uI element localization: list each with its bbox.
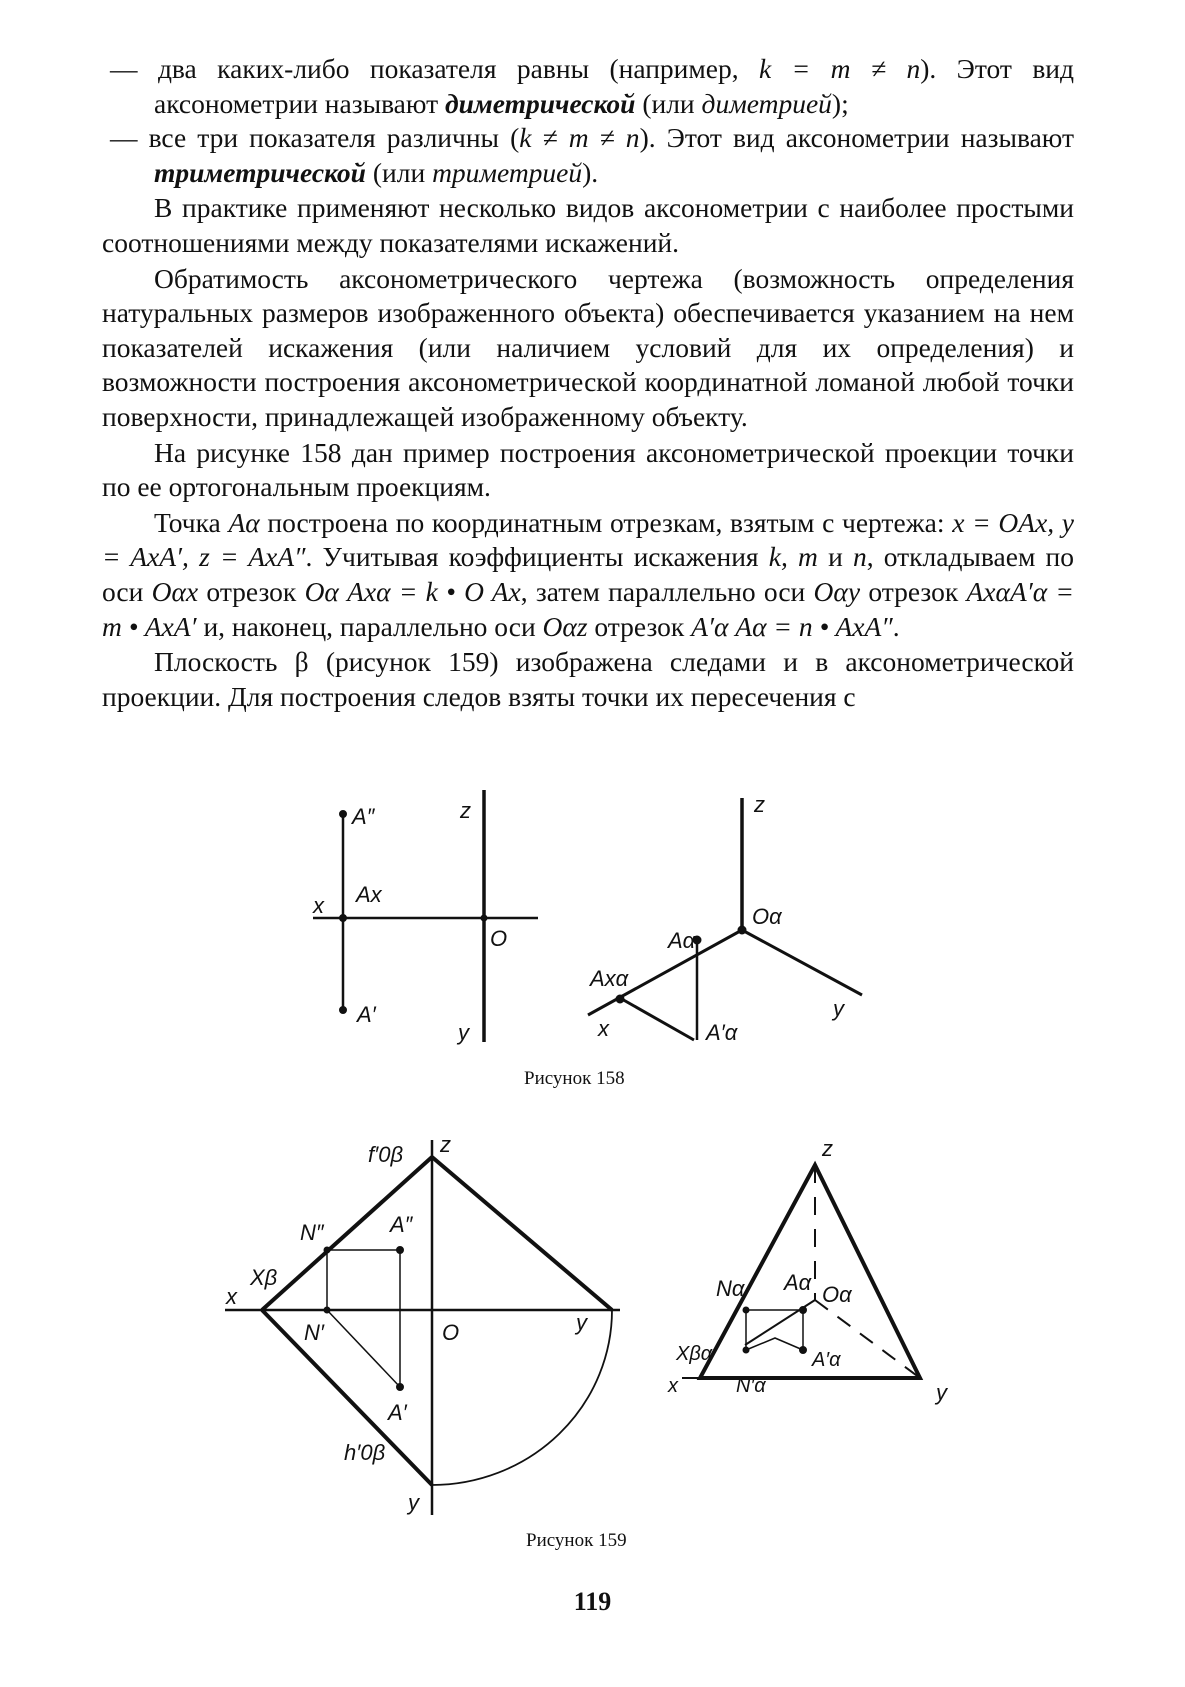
label-aa1: A′α (812, 1349, 841, 1371)
formula: Oα Axα = k • O Ax (304, 575, 521, 607)
label-r-y: y (936, 1380, 947, 1405)
formula: Oαz (542, 610, 588, 642)
point-a1 (397, 1384, 404, 1391)
text-run: два каких-либо показателя равны (например, (157, 53, 760, 84)
label-h: h′0β (344, 1440, 386, 1465)
label-o: O (442, 1320, 460, 1345)
label-oa: Oα (752, 904, 782, 929)
point-na1 (743, 1347, 749, 1353)
label-z: z (460, 798, 471, 823)
term-trimetric: триметрической (154, 156, 366, 188)
figure-159-traces (225, 1140, 620, 1515)
caption-figure-159: Рисунок 159 (526, 1530, 627, 1551)
figure-158-axonometric (588, 798, 862, 1040)
label-a2: A″ (352, 804, 375, 829)
point-a2 (397, 1247, 404, 1254)
label-f: f′0β (368, 1142, 404, 1167)
text-run: отрезок (198, 575, 305, 607)
formula: Aα (228, 506, 260, 538)
label-oa: Oα (822, 1282, 852, 1307)
label-z: z (440, 1132, 451, 1157)
label-a1: A′ (357, 1002, 376, 1027)
label-y: y (458, 1020, 469, 1045)
page-number: 119 (573, 1587, 612, 1616)
label-x: x (313, 893, 324, 918)
text-run: ). Этот вид аксонометрии называют (154, 53, 1075, 119)
text-run: и, наконец, параллельно оси (196, 610, 543, 642)
text-run: и (817, 541, 853, 573)
label-r-x: x (598, 1016, 609, 1041)
point-ax (340, 915, 347, 922)
label-r-z: z (754, 792, 765, 817)
label-na: Nα (716, 1276, 745, 1301)
text-run: отрезок (587, 610, 692, 642)
caption-figure-158: Рисунок 158 (524, 1068, 625, 1089)
formula: k ≠ m ≠ n (519, 122, 640, 154)
point-axa (616, 995, 624, 1003)
formula: A′α Aα = n • AxA″ (691, 610, 893, 642)
text-run: ). (582, 156, 599, 188)
figure-158-orthographic (313, 790, 538, 1042)
text-run: (или (635, 87, 702, 119)
label-r-y: y (833, 996, 844, 1021)
paragraph-reversibility: Обратимость аксонометрического чертежа (возможность определения натуральных размеров изображенного объекта) обеспечивается указанием на нем показателей искажения (или наличием условий для их определения) и возможности построения аксонометрической координатной ломаной любой точки поверхности, принадлежащей изображенному объекту. (102, 262, 1074, 432)
label-xb: Xβ (250, 1265, 278, 1290)
formula: Oαy (813, 575, 861, 607)
label-a2: A″ (390, 1212, 413, 1237)
text-run: Точка (154, 506, 229, 538)
point-aa1 (800, 1347, 807, 1354)
label-a1: A′ (388, 1400, 407, 1425)
segment-axa-a1a (620, 998, 694, 1040)
label-n2: N″ (300, 1220, 324, 1245)
point-a2 (340, 811, 347, 818)
label-o: O (490, 926, 508, 951)
point-o (481, 915, 487, 921)
point-na (743, 1307, 749, 1313)
text-run: (или (365, 156, 433, 188)
label-r-x: x (668, 1375, 678, 1397)
point-a1 (340, 1007, 347, 1014)
text-run: . Учитывая коэффициенты искажения (305, 541, 769, 573)
y-alpha-axis (742, 930, 862, 995)
point-aa (800, 1307, 807, 1314)
term-alt: триметрией (432, 156, 583, 188)
trace-to-y (432, 1157, 612, 1310)
label-aa: Aα (784, 1270, 812, 1295)
point-oa (738, 926, 746, 934)
label-axa: Axα (590, 966, 629, 991)
line-n1-a1 (327, 1310, 400, 1387)
paragraph-figure-158: На рисунке 158 дан пример построения аксонометрической проекции точки по ее ортогональным проекциям. (102, 436, 1074, 503)
paragraph-plane-beta: Плоскость β (рисунок 159) изображена следами и в аксонометрической проекции. Для построения следов взяты точки их пересечения с (102, 646, 1074, 712)
term-alt: диметрией (701, 87, 832, 119)
label-y1: y (576, 1310, 587, 1335)
text-run: , затем параллельно оси (520, 575, 814, 607)
formula: n (852, 541, 867, 573)
formula: AxαA′α = m • AxA′ (102, 575, 1074, 642)
formula: k = m ≠ n (759, 53, 921, 84)
list-item-dimetric: — два каких-либо показателя равны (например, k = m ≠ n). Этот вид аксонометрии называют диметрической (или диметрией); (110, 53, 1075, 119)
label-y2: y (408, 1490, 419, 1515)
label-r-z: z (822, 1136, 833, 1161)
label-aa1: A′α (706, 1020, 738, 1045)
text-run: ); (831, 87, 849, 119)
point-n1 (324, 1307, 330, 1313)
label-xba: Xβα (676, 1343, 713, 1365)
term-dimetric: диметрической (444, 87, 636, 119)
label-na1: N′α (736, 1375, 766, 1397)
label-ax: Ax (356, 882, 382, 907)
formula: k, m (768, 541, 818, 573)
text-run: построена по координатным отрезкам, взятым с чертежа: (259, 506, 953, 538)
list-item-trimetric: — все три показателя различны (k ≠ m ≠ n). Этот вид аксонометрии называют триметрической (или триметрией). (110, 122, 1075, 188)
text-run: ). Этот вид аксонометрии называют (639, 122, 1075, 154)
formula: Oαx (151, 575, 199, 607)
paragraph-practice: В практике применяют несколько видов аксонометрии с наиболее простыми соотношениями между показателями искажений. (102, 192, 1074, 258)
label-n1: N′ (304, 1320, 325, 1345)
text-run: . (892, 610, 900, 642)
text-run: все три показателя различны ( (148, 122, 520, 154)
formula: x = OAx, y = AxA′, z = AxA″ (102, 506, 1074, 573)
label-x: x (226, 1284, 237, 1309)
point-n2 (324, 1247, 330, 1253)
label-aa: Aα (668, 928, 696, 953)
text-run: отрезок (860, 575, 967, 607)
text-run: , откладываем по оси (102, 541, 1074, 607)
